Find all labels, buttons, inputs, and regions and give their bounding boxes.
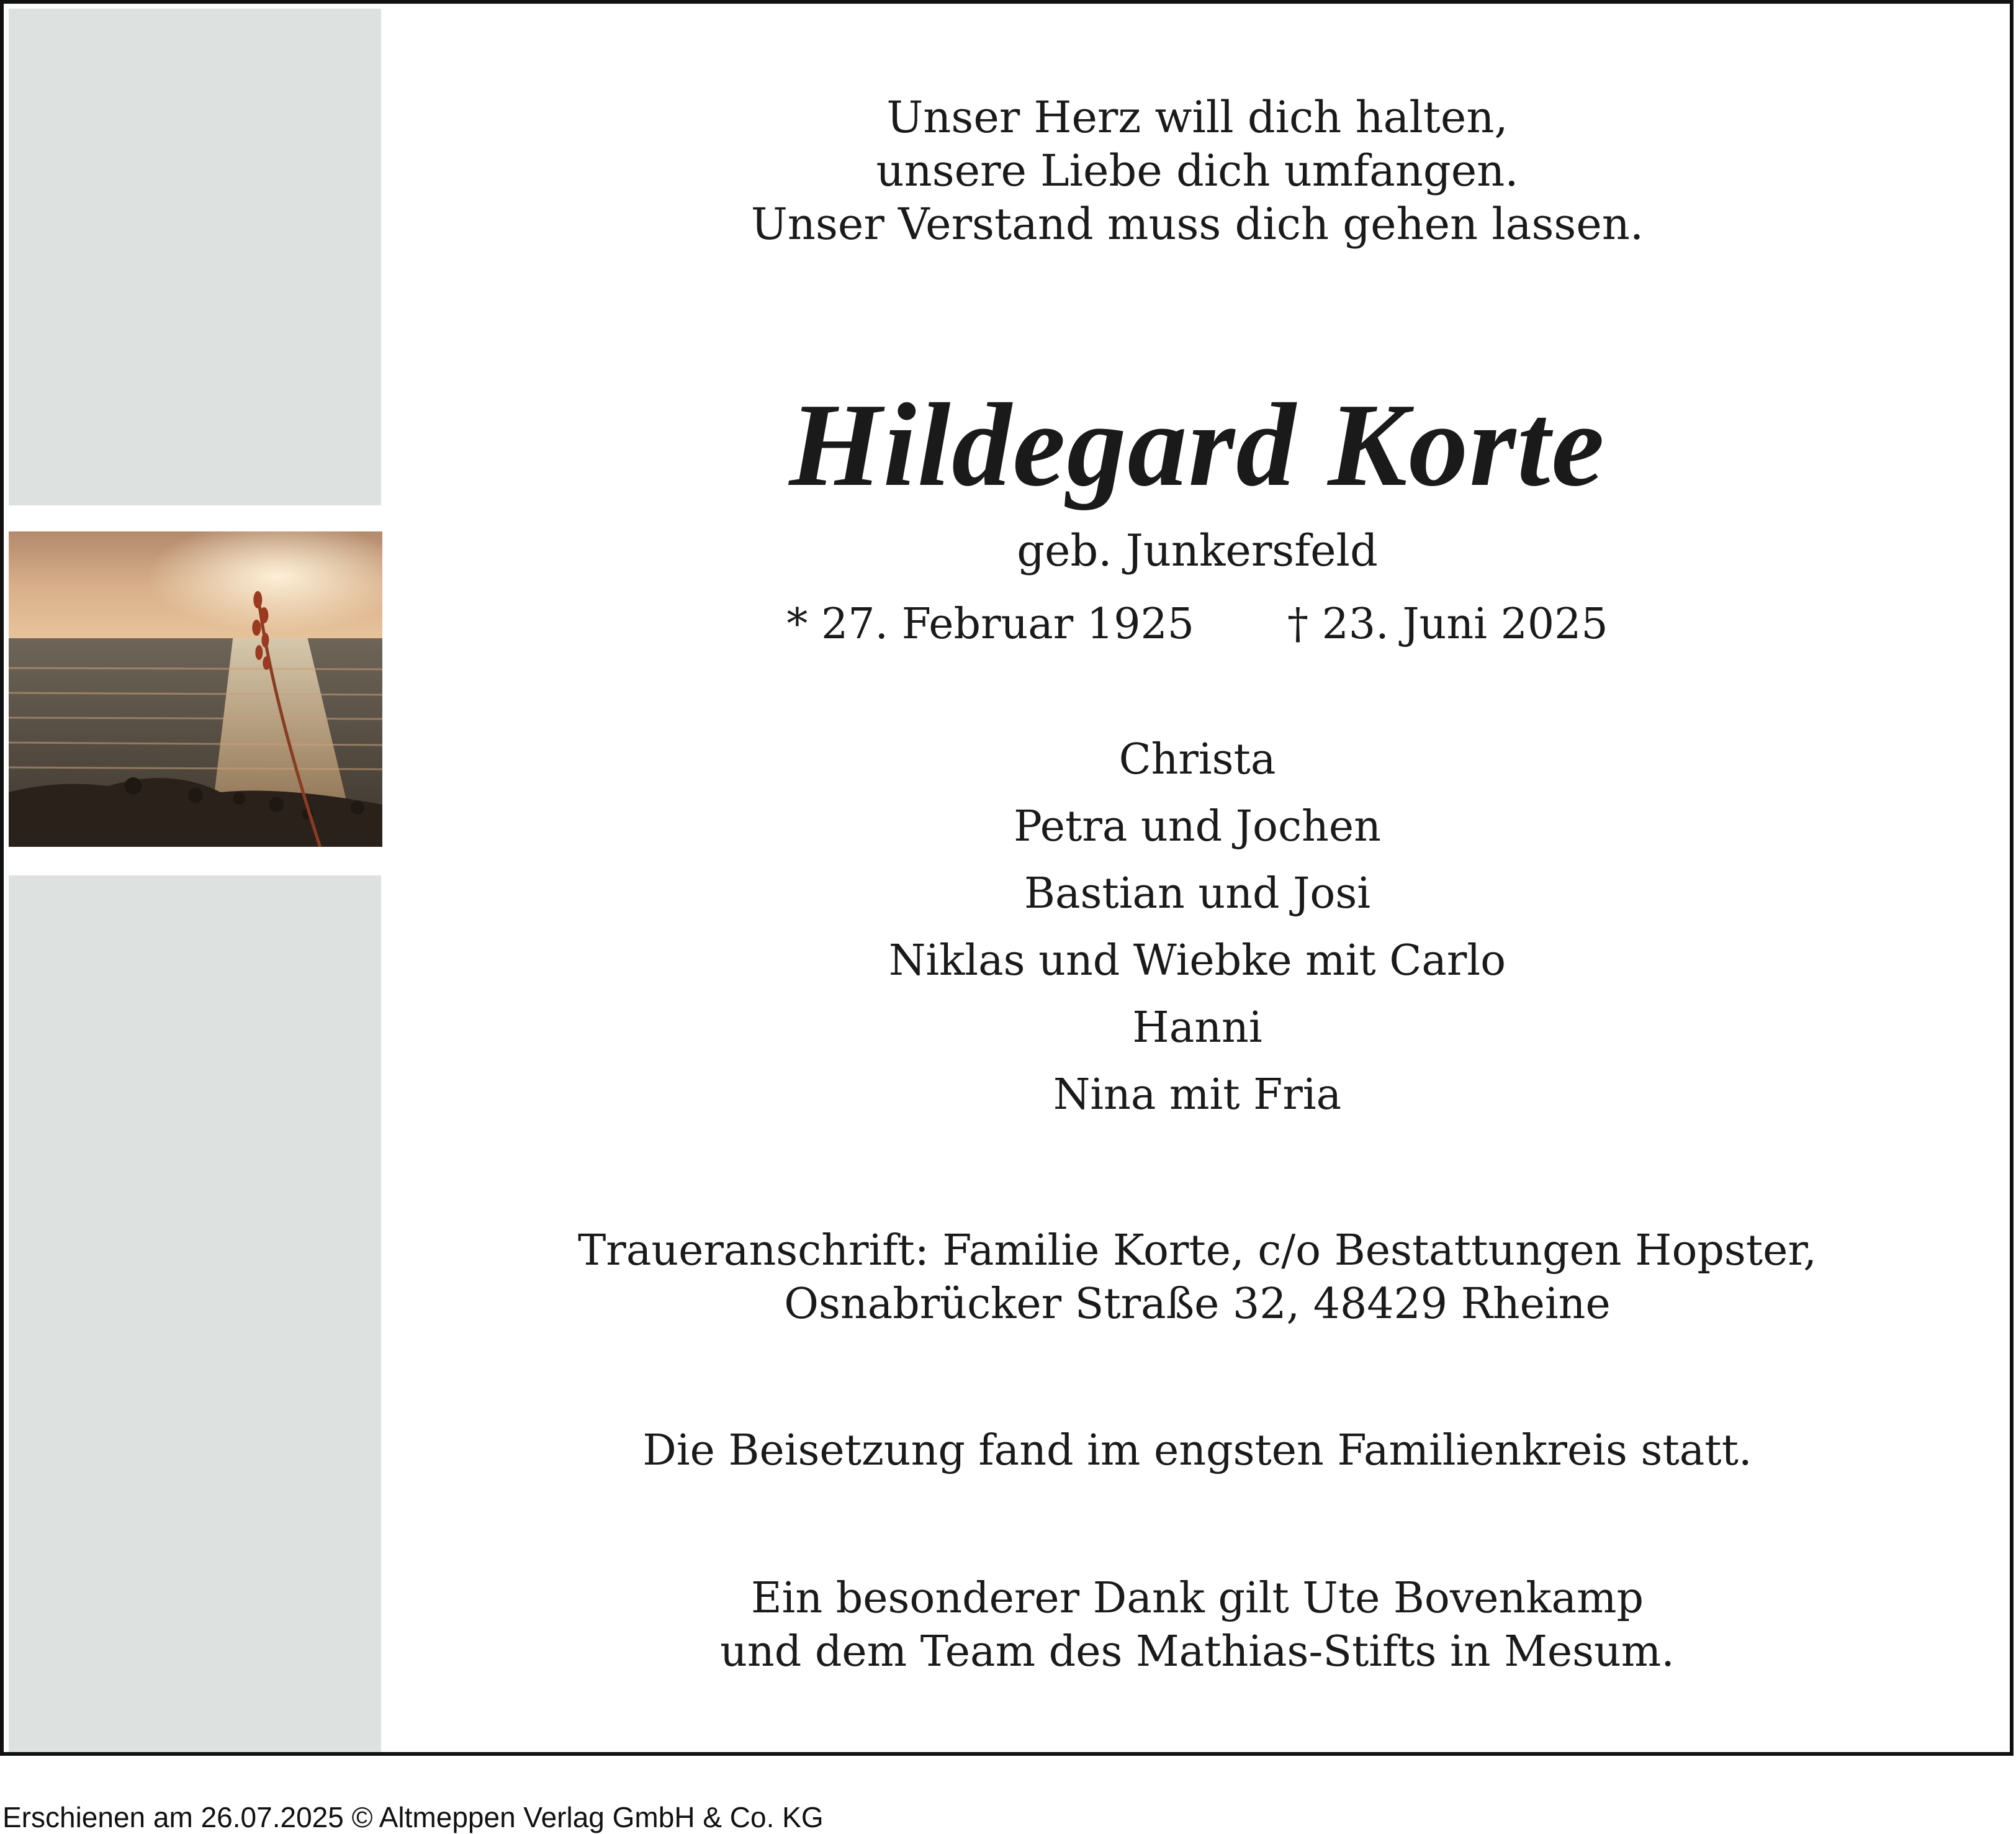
mourner-2: Petra und Jochen (1014, 802, 1381, 851)
motto-line-1: Unser Herz will dich halten, (886, 92, 1508, 143)
sidebar-panel-bottom (9, 875, 381, 1752)
address-line-2: Osnabrücker Straße 32, 48429 Rheine (784, 1280, 1611, 1329)
life-dates (389, 600, 2006, 649)
birth-name: geb. Junkersfeld (1017, 525, 1378, 576)
deceased-name: Hildegard Korte (789, 379, 1606, 511)
mourner-3: Bastian und Josi (1024, 869, 1370, 918)
mourner-5: Hanni (1132, 1003, 1262, 1052)
thanks-line-1: Ein besonderer Dank gilt Ute Bovenkamp (750, 1574, 1644, 1623)
death-date: † 23. Juni 2025 (1287, 600, 1608, 649)
thanks-line-2: und dem Team des Mathias-Stifts in Mesum. (720, 1627, 1675, 1676)
motto-line-2: unsere Liebe dich umfangen. (876, 145, 1519, 196)
mourner-4: Niklas und Wiebke mit Carlo (888, 936, 1506, 985)
address-line-1: Traueranschrift: Familie Korte, c/o Bestattungen Hopster, (577, 1226, 1817, 1275)
sunset-sea-photo (9, 531, 382, 847)
birth-date: * 27. Februar 1925 (786, 600, 1194, 649)
motto-line-3: Unser Verstand muss dich gehen lassen. (750, 199, 1644, 250)
burial-notice: Die Beisetzung fand im engsten Familienkreis statt. (642, 1426, 1752, 1475)
mourner-6: Nina mit Fria (1053, 1070, 1342, 1119)
sidebar-panel-top (9, 9, 381, 505)
mourner-1: Christa (1118, 735, 1276, 784)
publication-credit: Erschienen am 26.07.2025 © Altmeppen Verlag GmbH & Co. KG (2, 1801, 824, 1833)
